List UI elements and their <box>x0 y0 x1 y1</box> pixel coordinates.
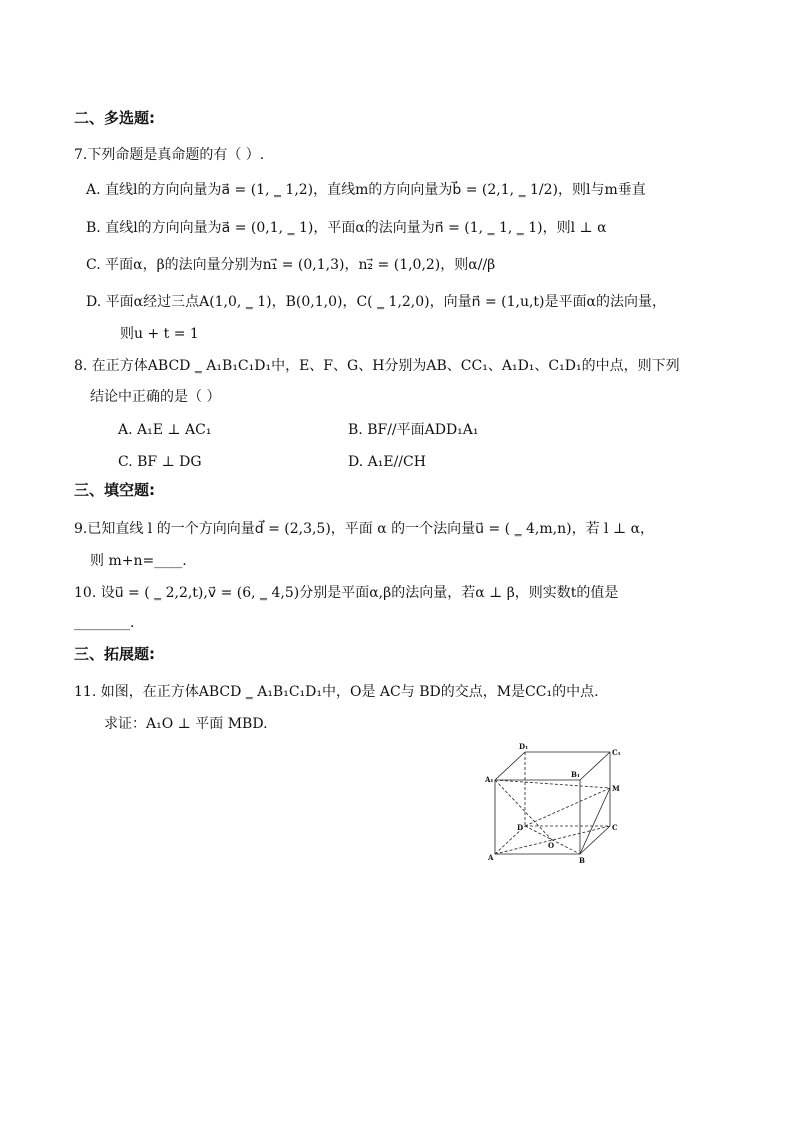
question-9-line1: 9.已知直线 l 的一个方向向量d⃗ = (2,3,5)，平面 α 的一个法向量u⃗ = ( ‗ 4,m,n)，若 l ⊥ α， <box>74 521 655 537</box>
question-8-option-a: A. A₁E ⊥ AC₁ <box>118 422 212 438</box>
label-b: B <box>579 856 585 864</box>
question-9-line2: 则 m+n=____. <box>90 553 187 569</box>
segment-dm <box>525 788 610 826</box>
label-c: C <box>612 823 618 832</box>
label-c1: C₁ <box>612 748 621 757</box>
question-8-stem: 8. 在正方体ABCD ‗ A₁B₁C₁D₁中，E、F、G、H分别为AB、CC₁、A₁D₁、C₁D₁的中点，则下列 <box>74 358 680 374</box>
question-7-stem: 7.下列命题是真命题的有（ ）. <box>74 147 265 163</box>
label-a1: A₁ <box>485 775 494 784</box>
label-o: O <box>548 841 555 850</box>
question-11-line2: 求证：A₁O ⊥ 平面 MBD. <box>104 716 268 732</box>
question-8-option-d: D. A₁E//CH <box>348 454 426 470</box>
segment-mb <box>580 788 610 854</box>
label-a: A <box>488 853 494 862</box>
question-10-line1: 10. 设u⃗ = ( ‗ 2,2,t),v⃗ = (6, ‗ 4,5)分别是平面α,β的法向量，若α ⊥ β，则实数t的值是 <box>74 585 619 601</box>
question-7-option-b: B. 直线l的方向向量为a⃗ = (0,1, ‗ 1)，平面α的法向量为n⃗ = (1, ‗ 1, ‗ 1)，则l ⊥ α <box>86 220 607 236</box>
question-7-option-c: C. 平面α，β的法向量分别为n₁⃗ = (0,1,3)，n₂⃗ = (1,0,2)，则α//β <box>86 257 496 273</box>
label-b1: B₁ <box>571 770 580 779</box>
edge-b1c1 <box>580 752 610 780</box>
section-heading-extension: 三、拓展题: <box>74 645 155 663</box>
question-8-stem-line2: 结论中正确的是（ ） <box>90 389 221 405</box>
cube-figure <box>485 742 625 864</box>
section-heading-multiple-choice: 二、多选题: <box>74 109 155 127</box>
section-heading-fill-in: 三、填空题: <box>74 481 155 499</box>
question-11-line1: 11. 如图，在正方体ABCD ‗ A₁B₁C₁D₁中，O是 AC与 BD的交点，M是CC₁的中点. <box>74 684 599 700</box>
question-7-option-d-line2: 则u + t = 1 <box>120 326 199 342</box>
edge-a1d1 <box>495 752 525 780</box>
question-7-option-a: A. 直线l的方向向量为a⃗ = (1, ‗ 1,2)，直线m的方向向量为b⃗ = (2,1, ‗ 1/2)，则l与m垂直 <box>86 182 646 198</box>
segment-a1m <box>495 780 610 788</box>
label-d: D <box>517 823 524 832</box>
question-10-line2: ________. <box>74 615 135 631</box>
label-d1: D₁ <box>519 742 529 751</box>
question-8-option-c: C. BF ⊥ DG <box>118 454 202 470</box>
label-m: M <box>612 784 620 793</box>
segment-a1o <box>495 780 552 840</box>
edge-bc <box>580 826 610 854</box>
question-8-option-b: B. BF//平面ADD₁A₁ <box>348 422 479 438</box>
question-7-option-d-line1: D. 平面α经过三点A(1,0, ‗ 1)，B(0,1,0)，C( ‗ 1,2,0)，向量n⃗ = (1,u,t)是平面α的法向量， <box>86 294 666 310</box>
